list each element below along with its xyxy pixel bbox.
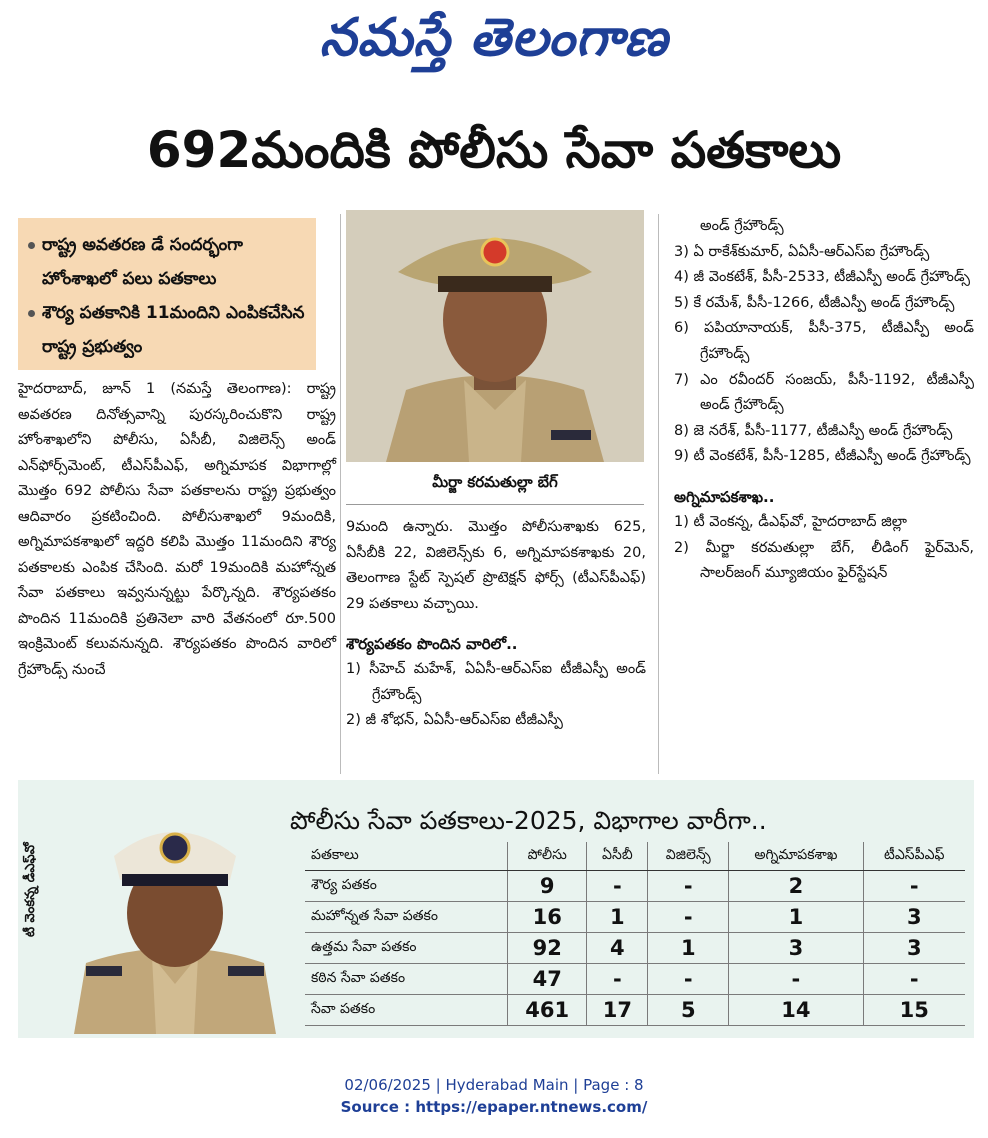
table-cell: 16 [508, 902, 587, 933]
headline: 692మందికి పోలీసు సేవా పతకాలు [146, 121, 842, 179]
highlights-box [18, 218, 316, 370]
table-header: టీఎస్‌పీఎఫ్ [863, 842, 965, 871]
officer-photo-1 [346, 210, 644, 462]
list-item: 9) టీ వెంకటేశ్, పీసీ-1285, టీజీఎస్పీ అండ్ గ్రేహౌండ్స్ [674, 448, 971, 465]
table-header: పతకాలు [305, 842, 508, 871]
page-footer [0, 1074, 988, 1118]
table-cell: - [729, 964, 863, 995]
table-cell: 15 [863, 995, 965, 1026]
list-continuation: అండ్ గ్రేహౌండ్స్ [700, 218, 784, 234]
table-cell: 2 [729, 871, 863, 902]
table-cell: 1 [648, 933, 729, 964]
table-cell: కఠిన సేవా పతకం [305, 964, 508, 995]
officer-photo-2 [66, 788, 284, 1034]
officer-portrait-icon [346, 210, 644, 462]
article-body-col1: హైదరాబాద్, జూన్ 1 (నమస్తే తెలంగాణ): రాష్ట్ర అవతరణ దినోత్సవాన్ని పురస్కరించుకొని రాష్ట్ర హోంశాఖలోని పోలీసు, ఏసీబీ, విజిలెన్స్ అండ్ ఎన్‌ఫోర్స్‌మెంట్, టీఎస్‌పీఎఫ్, అగ్నిమాపక విభాగాల్లో మొత్తం 692 పోలీసు సేవా పతకాలను రాష్ట్ర ప్రభుత్వం ఆదివారం ప్రకటించింది. పోలీసుశాఖలో 9మందికి, అగ్నిమాపకశాఖలో ఇద్దరి కలిపి మొత్తం 11మందిని శౌర్య పతకాలకు ఎంపిక చేసింది. మరో 19మందికి మహోన్నత సేవా పతకాలు ఇవ్వనున్నట్టు పేర్కొన్నది. శౌర్యపతకం పొందిన 11మందికి ప్రతినెలా వారి వేతనంలో రూ.500 ఇంక్రిమెంట్ కలువనున్నది. శౌర్యపతకం పొందిన వారిలో గ్రేహౌండ్స్ నుంచే [18, 381, 336, 678]
table-cell: 3 [863, 902, 965, 933]
table-header: విజిలెన్స్ [648, 842, 729, 871]
table-cell: మహోన్నత సేవా పతకం [305, 902, 508, 933]
table-cell: 1 [587, 902, 648, 933]
officer-portrait-icon [66, 788, 284, 1034]
article-body-col2 [346, 515, 646, 734]
list-item: 2) జీ శోభన్, ఏఏసీ-ఆర్‌ఎస్ఐ టీజీఎస్పీ [346, 712, 563, 728]
table-cell: - [863, 871, 965, 902]
list-item: 1) సీహెచ్ మహేశ్, ఏఏసీ-ఆర్‌ఎస్ఐ టీజీఎస్పీ అండ్ గ్రేహౌండ్స్ [346, 661, 646, 703]
highlight-item: శౌర్య పతకానికి 11మందిని ఎంపికచేసిన రాష్ట్ర ప్రభుత్వం [28, 296, 308, 364]
list-item: 2) మీర్జా కరమతుల్లా బేగ్, లీడింగ్ ఫైర్‌మెన్, సాలర్‌జంగ్ మ్యూజియం ఫైర్‌స్టేషన్ [674, 539, 974, 582]
table-row [305, 902, 965, 933]
table-cell: - [648, 871, 729, 902]
table-cell: 1 [729, 902, 863, 933]
table-cell: 5 [648, 995, 729, 1026]
table-cell: 14 [729, 995, 863, 1026]
list-item: 8) జె నరేశ్, పీసీ-1177, టీజీఎస్పీ అండ్ గ్రేహౌండ్స్ [674, 422, 953, 439]
table-cell: 92 [508, 933, 587, 964]
table-cell: - [648, 964, 729, 995]
table-header: అగ్నిమాపకశాఖ [729, 842, 863, 871]
table-cell: - [863, 964, 965, 995]
list-item: 1) టీ వెంకన్న, డీఎఫ్‌వో, హైదరాబాద్ జిల్లా [674, 513, 907, 530]
footer-date-line: 02/06/2025 | Hyderabad Main | Page : 8 [344, 1076, 644, 1094]
list-item: 5) కే రమేశ్, పీసీ-1266, టీజీఎస్పీ అండ్ గ్రేహౌండ్స్ [674, 294, 955, 311]
masthead-logo: నమస్తే తెలంగాణ [319, 7, 669, 68]
table-cell: శౌర్య పతకం [305, 871, 508, 902]
photo1-caption: మీర్జా కరమతుల్లా బేగ్ [346, 462, 644, 505]
medal-table [305, 842, 965, 1026]
table-cell: - [648, 902, 729, 933]
table-cell: 3 [863, 933, 965, 964]
table-row [305, 964, 965, 995]
table-header: పోలీసు [508, 842, 587, 871]
table-cell: ఉత్తమ సేవా పతకం [305, 933, 508, 964]
table-title: పోలీసు సేవా పతకాలు-2025, విభాగాల వారీగా.. [290, 806, 767, 835]
table-header: ఏసీబీ [587, 842, 648, 871]
table-cell: 47 [508, 964, 587, 995]
table-row [305, 871, 965, 902]
table-row [305, 995, 965, 1026]
list-item: 4) జీ వెంకటేశ్, పీసీ-2533, టీజీఎస్పీ అండ్ గ్రేహౌండ్స్ [674, 269, 970, 286]
photo2-caption: టీ వెంకన్న డీఎఫ్‌వో [23, 842, 38, 938]
table-cell: - [587, 871, 648, 902]
fire-heading: అగ్నిమాపకశాఖ.. [674, 487, 775, 506]
table-cell: 17 [587, 995, 648, 1026]
list-item: 7) ఎం రవీందర్ సంజయ్, పీసీ-1192, టీజీఎస్పీ అండ్ గ్రేహౌండ్స్ [674, 371, 974, 414]
table-cell: 461 [508, 995, 587, 1026]
table-cell: 9 [508, 871, 587, 902]
article-body-col3 [674, 214, 974, 587]
table-cell: 3 [729, 933, 863, 964]
bravery-heading: శౌర్యపతకం పొందిన వారిలో.. [346, 635, 518, 653]
column-divider [340, 214, 341, 774]
table-cell: 4 [587, 933, 648, 964]
table-cell: సేవా పతకం [305, 995, 508, 1026]
list-item: 6) పపియానాయక్, పీసీ-375, టీజీఎస్పీ అండ్ గ్రేహౌండ్స్ [674, 320, 974, 362]
table-header-row [305, 842, 965, 871]
list-item: 3) ఏ రాకేశ్‌కుమార్, ఏఏసీ-ఆర్‌ఎస్ఐ గ్రేహౌండ్స్ [674, 243, 930, 260]
table-cell: - [587, 964, 648, 995]
table-row [305, 933, 965, 964]
body-paragraph: 9మంది ఉన్నారు. మొత్తం పోలీసుశాఖకు 625, ఏసీబీకి 22, విజిలెన్స్‌కు 6, అగ్నిమాపకశాఖకు 20, తెలంగాణ స్టేట్ స్పెషల్ ప్రొటెక్షన్ ఫోర్స్ (టీఎస్‌పీఎఫ్) 29 పతకాలు వచ్చాయి. [346, 519, 646, 612]
footer-source-line: Source : https://epaper.ntnews.com/ [340, 1098, 648, 1116]
column-divider [658, 214, 659, 774]
highlight-item: రాష్ట్ర అవతరణ డే సందర్భంగా హోంశాఖలో పలు పతకాలు [28, 228, 308, 296]
